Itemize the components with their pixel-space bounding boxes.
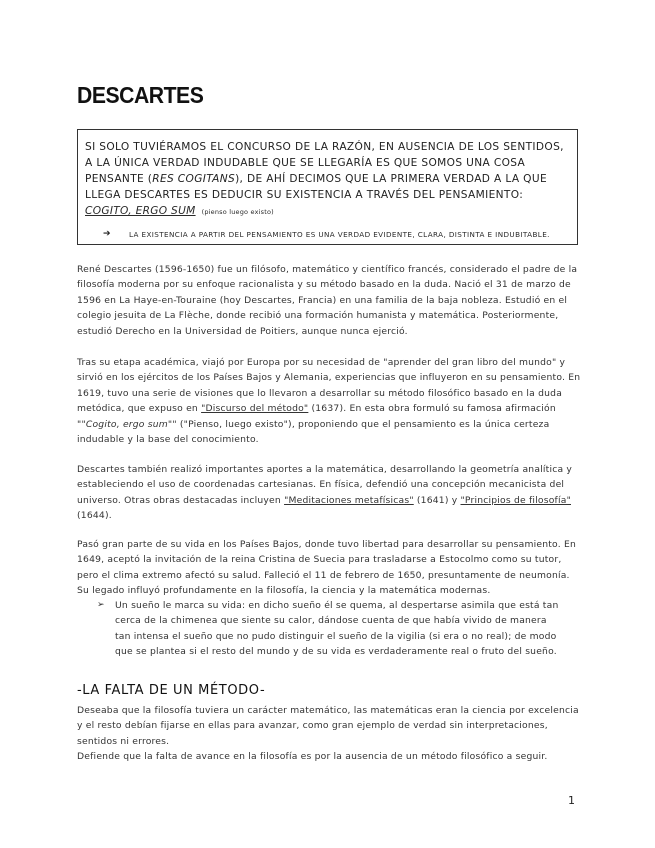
travels-paragraph bbox=[77, 355, 582, 447]
summary-box bbox=[77, 129, 578, 245]
contributions-text-a: Descartes también realizó importantes aportes a la matemática, desarrollando la geometría analítica y estableciendo el uso de coordenadas cartesianas. En física, defendió una concepción mecanicista del universo. Otras obras destacadas incluyen bbox=[77, 464, 573, 506]
conclusion-row bbox=[103, 229, 550, 239]
dream-bullet-text: Un sueño le marca su vida: en dicho sueño él se quema, al despertarse asimila que está tan cerca de la chimenea que siente su calor, dándose cuenta de que había vivido de manera tan intensa el sueño que no pudo distinguir el sueño de la vigilia (si era o no real); de modo que se plantea si el resto del mundo y de su vida es verdaderamente real o fruto del sueño. bbox=[115, 600, 559, 658]
travels-text-a: Tras su etapa académica, viajó por Europa por su necesidad de "aprender del gran libro del mundo" y sirvió en los ejércitos de los Países Bajos y Alemania, experiencias que influyeron en su pensamiento. En 1619, tuvo una serie de visiones que lo llevaron a desarrollar su método filosófico basado en la duda metódica, que expuso en bbox=[77, 357, 581, 415]
contributions-text-b: (1641) y bbox=[413, 494, 461, 506]
cogito-phrase: COGITO, ERGO SUM bbox=[85, 205, 196, 217]
res-cogitans-term: RES COGITANS bbox=[152, 173, 236, 185]
principios-link[interactable]: "Principios de filosofía" bbox=[460, 494, 571, 506]
summary-text-end: ), DE AHÍ DECIMOS QUE LA PRIMERA VERDAD A LA QUE LLEGA DESCARTES ES DEDUCIR SU EXISTENCIA A TRAVÉS DEL PENSAMIENTO: bbox=[85, 173, 547, 201]
biography-paragraph: René Descartes (1596-1650) fue un filósofo, matemático y científico francés, considerado el padre de la filosofía moderna por su enfoque racionalista y su método basado en la duda. Nació el 31 de marzo de 1596 en La Haye-en-Touraine (hoy Descartes, Francia) en una familia de la baja nobleza. Estudió en el colegio jesuita de La Flèche, donde recibió una formación humanista y matemática. Posteriormente, estudió Derecho en la Universidad de Poitiers, aunque nunca ejerció. bbox=[77, 264, 578, 337]
latin-line bbox=[85, 203, 569, 220]
cogito-quote: "Cogito, ergo sum" bbox=[81, 418, 173, 430]
discurso-link[interactable]: "Discurso del método" bbox=[201, 403, 309, 415]
arrowhead-bullet-icon: ➢ bbox=[97, 600, 105, 610]
arrow-right-icon: ➔ bbox=[103, 229, 111, 239]
dream-bullet bbox=[97, 598, 562, 660]
conclusion-text: LA EXISTENCIA A PARTIR DEL PENSAMIENTO ES UNA VERDAD EVIDENTE, CLARA, DISTINTA E INDUBITABLE. bbox=[128, 229, 550, 239]
meditaciones-link[interactable]: "Meditaciones metafísicas" bbox=[284, 494, 414, 506]
method-paragraph: Deseaba que la filosofía tuviera un carácter matemático, las matemáticas eran la ciencia por excelencia y el resto debían fijarse en ellas para avanzar, como gran ejemplo de verdad sin interpretaciones, sentidos ni errores. bbox=[77, 705, 579, 747]
summary-text-start: SI SOLO TUVIÉRAMOS EL CONCURSO DE LA RAZÓN, EN AUSENCIA DE LOS SENTIDOS, A LA ÚNICA VERDAD INDUDABLE QUE SE LLEGARÍA ES QUE SOMOS UNA COSA PENSANTE ( bbox=[85, 141, 564, 185]
section-heading: -LA FALTA DE UN MÉTODO- bbox=[77, 683, 266, 698]
contributions-paragraph bbox=[77, 462, 582, 524]
page-title: DESCARTES bbox=[77, 82, 204, 108]
contributions-text-c: (1644). bbox=[77, 510, 112, 522]
later-life-paragraph: Pasó gran parte de su vida en los Países Bajos, donde tuvo libertad para desarrollar su pensamiento. En 1649, aceptó la invitación de la reina Cristina de Suecia para trasladarse a Estocolmo como su tutor, pero el clima extremo afectó su salud. Falleció el 11 de febrero de 1650, presuntamente de neumonía. Su legado influyó profundamente en la filosofía, la ciencia y la matemática modernas. bbox=[77, 539, 576, 597]
page-number: 1 bbox=[568, 794, 575, 807]
latin-translation: (pienso luego existo) bbox=[201, 208, 274, 216]
travels-text-c: " ("Pienso, luego existo"), proponiendo que el pensamiento es la única certeza indudable y la base del conocimiento. bbox=[77, 418, 550, 446]
summary-text bbox=[85, 139, 569, 203]
travels-text-b: (1637). En esta obra formuló su famosa afirmación " bbox=[77, 403, 556, 430]
method-paragraph-2: Defiende que la falta de avance en la filosofía es por la ausencia de un método filosófico a seguir. bbox=[77, 751, 548, 762]
